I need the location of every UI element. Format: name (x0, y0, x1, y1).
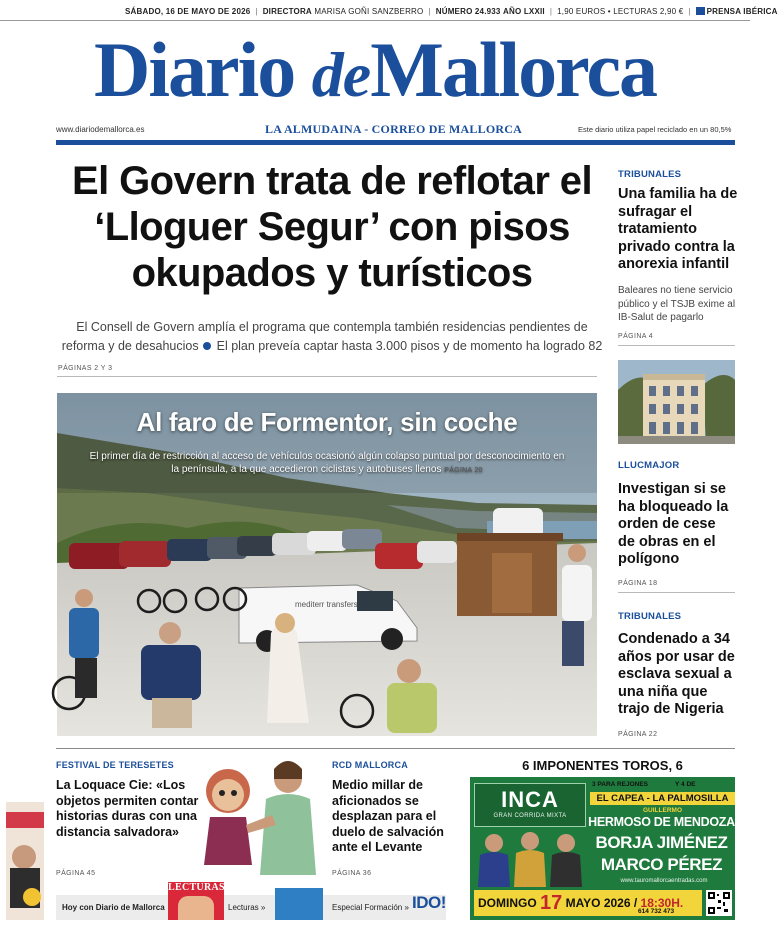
issue-year: AÑO LXXII (503, 7, 545, 16)
lecturas-magazine[interactable] (168, 882, 224, 920)
sidebar-page-2: PÁGINA 18 (618, 580, 658, 587)
director-name: MARISA GOÑI SANZBERRO (314, 7, 424, 16)
lead-deck-text-1: El Consell de Govern amplía el programa que contempla también residencias pendientes de reforma y de desahucios (61, 320, 588, 353)
qr-code-icon[interactable] (706, 890, 732, 916)
van-logo-text: mediterr transfers (295, 600, 358, 609)
director-label: DIRECTORA (262, 7, 312, 16)
ad-name1: HERMOSO DE MENDOZA (588, 815, 735, 829)
ad-place-box (474, 783, 586, 827)
lecturas-extra-image (275, 888, 323, 920)
sidebar-headline-3[interactable]: Condenado a 34 años por usar de esclava sexual a una niña que trajo de Nigeria (618, 631, 735, 717)
sidebar-divider-1 (618, 345, 735, 346)
sidebar-page-1: PÁGINA 4 (618, 333, 654, 340)
book-cover-image[interactable] (6, 802, 44, 920)
ad-name1-label: GUILLERMO (643, 807, 682, 814)
puppet-photo[interactable] (198, 755, 326, 875)
masthead-rule (56, 140, 735, 145)
sidebar-section-2: LLUCMAJOR (618, 460, 680, 471)
bullet-icon (203, 342, 211, 350)
promo-today: Hoy con Diario de Mallorca (62, 903, 165, 912)
bullfighters-photo (474, 829, 586, 887)
bullfighters-image (474, 829, 586, 887)
lecturas-cover-image (178, 896, 214, 920)
photo-caption-text: El primer día de restricción al acceso de vehículos ocasionó algún colapso puntual por desconocimiento en la península, a la que accedieron ciclistas y autobuses llenos (89, 451, 565, 475)
ad-place: INCA (501, 787, 559, 812)
ad-sub-left: 3 PARA REJONES (592, 781, 648, 788)
ad-sub-right: Y 4 DE (675, 781, 696, 788)
sidebar-section-1: TRIBUNALES (618, 169, 682, 180)
book-cover-art (6, 802, 44, 920)
lead-deck-text-2: El plan preveía captar hasta 3.000 pisos y de momento ha logrado 82 (216, 339, 603, 353)
photo-caption (87, 450, 567, 477)
ad-name2: BORJA JIMÉNEZ (595, 833, 728, 852)
ad-heading: 6 IMPONENTES TOROS, 6 (522, 758, 683, 773)
issue-price: 1,90 EUROS • LECTURAS 2,90 € (557, 7, 684, 16)
festival-headline[interactable]: La Loquace Cie: «Los objetos permiten contar historias duras con una distancia salvadora» (56, 778, 199, 839)
festival-page: PÁGINA 45 (56, 870, 96, 877)
recycle-note: Este diario utiliza papel reciclado en un 80,5% (578, 125, 732, 134)
ad-phone: 614 732 473 (638, 908, 675, 915)
rcd-page: PÁGINA 36 (332, 870, 372, 877)
bottom-divider (56, 748, 735, 749)
group-logo-icon (696, 7, 705, 15)
especial-formacion-link[interactable]: Especial Formación » (332, 903, 409, 912)
issue-date: SÁBADO, 16 DE MAYO DE 2026 (125, 7, 251, 16)
lead-page-ref: PÁGINAS 2 Y 3 (58, 365, 113, 372)
festival-section: FESTIVAL DE TERESETES (56, 760, 174, 770)
top-info-bar: SÁBADO, 16 DE MAYO DE 2026 | DIRECTORA MARISA GOÑI SANZBERRO | NÚMERO 24.933 AÑO LXXII | 1,90 EUROS • LECTURAS 2,90 € | PRENSA IBÉRICA (125, 7, 778, 16)
lead-photo[interactable] (57, 393, 597, 736)
puppet-image (198, 755, 326, 875)
lead-deck (58, 318, 606, 356)
ad-date-box: DOMINGO 17 MAYO 2026 / 18:30H. (474, 890, 702, 916)
ad-date-day: 17 (540, 892, 563, 914)
photo-caption-page: PÁGINA 20 (444, 467, 483, 474)
publisher-group: PRENSA IBÉRICA (706, 7, 778, 16)
ad-website: www.tauromallorcaentradas.com (620, 878, 708, 884)
website-url[interactable]: www.diariodemallorca.es (56, 125, 145, 134)
ad-date-pre: DOMINGO (478, 896, 540, 910)
masthead-logo: Diario deMallorca (94, 26, 656, 113)
masthead-subtitle: LA ALMUDAINA - CORREO DE MALLORCA (265, 122, 522, 136)
ad-date-post: MAYO 2026 (562, 896, 631, 910)
ad-ranch: EL CAPEA - LA PALMOSILLA (590, 792, 735, 805)
ido-logo[interactable]: IDO! (412, 893, 446, 912)
top-rule (0, 20, 750, 21)
rcd-section: RCD MALLORCA (332, 760, 408, 770)
sidebar-divider-2 (618, 592, 735, 593)
sidebar-section-3: TRIBUNALES (618, 611, 682, 622)
ad-place-sub: GRAN CORRIDA MIXTA (493, 813, 567, 819)
building-image (618, 360, 735, 444)
sidebar-headline-2[interactable]: Investigan si se ha bloqueado la orden de cese de obras en el polígono (618, 481, 729, 567)
sidebar-headline-1[interactable]: Una familia ha de sufragar el tratamiento privado contra la anorexia infantil (618, 186, 738, 272)
sidebar-page-3: PÁGINA 22 (618, 731, 658, 738)
lead-divider (57, 376, 597, 377)
issue-number: NÚMERO 24.933 (435, 7, 501, 16)
lead-headline[interactable]: El Govern trata de reflotar el ‘Lloguer Segur’ con pisos okupados y turísticos (72, 159, 592, 295)
ad-name3: MARCO PÉREZ (600, 855, 723, 874)
lecturas-logo: LECTURAS (168, 882, 225, 893)
photo-title: Al faro de Formentor, sin coche (136, 407, 518, 437)
sidebar-photo-building[interactable] (618, 360, 735, 444)
rcd-headline[interactable]: Medio millar de aficionados se desplazan para el duelo de salvación ante el Levante (332, 778, 444, 854)
sidebar-body-1: Baleares no tiene servicio público y el TSJB exime al IB-Salut de pagarlo (618, 285, 736, 323)
ad-time: 18:30H. (640, 896, 684, 910)
lecturas-link[interactable]: Lecturas » (228, 903, 266, 912)
formentor-scene (57, 393, 597, 736)
bullfight-ad[interactable] (470, 777, 735, 920)
